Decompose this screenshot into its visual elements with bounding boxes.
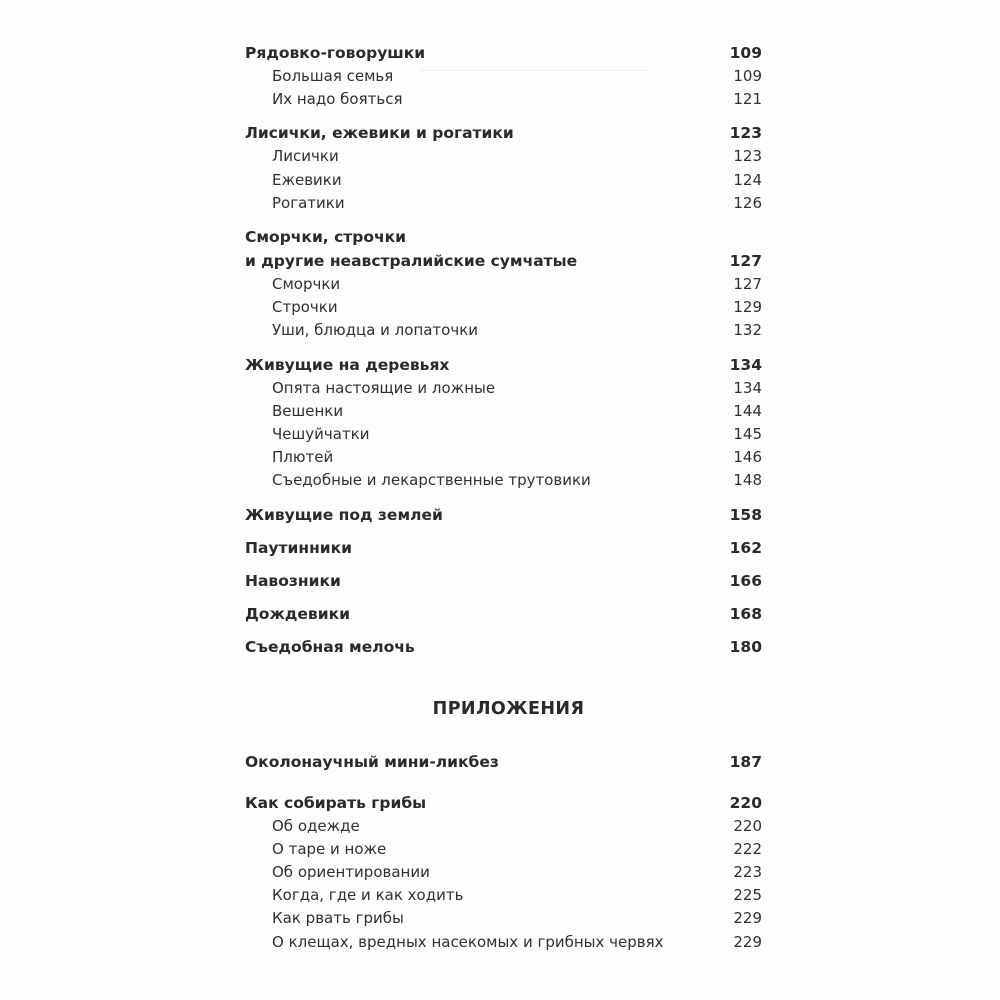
subitem-title: Об одежде: [272, 816, 360, 835]
toc-chapter-row[interactable]: [245, 41, 762, 65]
page-number: 158: [729, 505, 762, 524]
chapter-title: Околонаучный мини-ликбез: [245, 752, 499, 771]
toc-subitem-row[interactable]: [245, 88, 762, 111]
subitem-title: Плютей: [272, 448, 334, 467]
page-number: 121: [733, 90, 762, 109]
toc-subitem-row[interactable]: [245, 907, 762, 930]
page-number: 222: [733, 839, 762, 858]
toc-chapter-row[interactable]: [245, 225, 762, 273]
toc-chapter-row[interactable]: [245, 536, 762, 560]
subitem-title: Об ориентировании: [272, 863, 430, 882]
toc-section: [245, 225, 762, 343]
toc-chapter-row[interactable]: [245, 791, 762, 815]
toc-subitem-row[interactable]: [245, 400, 762, 423]
toc-section: [245, 41, 762, 111]
toc-chapter-row[interactable]: [245, 353, 762, 377]
chapter-title: Живущие под землей: [245, 505, 443, 524]
toc-subitem-row[interactable]: [245, 838, 762, 861]
page-number: 144: [733, 401, 762, 420]
page-number: 225: [733, 886, 762, 905]
subitem-title: Опята настоящие и ложные: [272, 378, 496, 397]
toc-subitem-row[interactable]: [245, 884, 762, 907]
page-number: 124: [733, 170, 762, 189]
chapter-title: Как собирать грибы: [245, 793, 427, 812]
chapter-title-line-2: и другие неавстралийские сумчатые: [245, 252, 578, 271]
chapter-title-line-1: Сморчки, строчки: [245, 228, 407, 247]
page-number: 109: [729, 44, 762, 62]
table-of-contents: [245, 41, 762, 954]
subitem-title: О клещах, вредных насекомых и грибных червях: [272, 932, 664, 951]
toc-subitem-row[interactable]: [245, 861, 762, 884]
page-number: 148: [733, 471, 762, 490]
subitem-title: Рогатики: [272, 193, 345, 212]
toc-subitem-row[interactable]: [245, 65, 762, 88]
chapter-title: Съедобная мелочь: [245, 637, 415, 656]
toc-subitem-row[interactable]: [245, 377, 762, 400]
toc-chapter-row[interactable]: [245, 503, 762, 527]
page-number: 134: [729, 355, 762, 374]
toc-chapter-row[interactable]: [245, 121, 762, 145]
page-number: 129: [733, 298, 762, 317]
page-number: 229: [733, 909, 762, 928]
toc-subitem-row[interactable]: [245, 446, 762, 469]
toc-subitem-row[interactable]: [245, 169, 762, 192]
subitem-title: Большая семья: [272, 67, 394, 85]
toc-subitem-row[interactable]: [245, 319, 762, 342]
subitem-title: Ежевики: [272, 170, 342, 189]
toc-subitem-row[interactable]: [245, 469, 762, 492]
toc-chapter-row[interactable]: [245, 569, 762, 593]
page-number: 220: [733, 816, 762, 835]
appendix-heading: ПРИЛОЖЕНИЯ: [432, 698, 585, 719]
page-number: 134: [733, 378, 762, 397]
chapter-title: Навозники: [245, 571, 341, 590]
page-number: 127: [729, 252, 762, 271]
chapter-title: Паутинники: [245, 538, 353, 557]
subitem-title: Лисички: [272, 147, 339, 166]
toc-subitem-row[interactable]: [245, 423, 762, 446]
toc-subitem-row[interactable]: [245, 192, 762, 215]
subitem-title: Их надо бояться: [272, 90, 403, 109]
page-number: 109: [733, 67, 762, 85]
page-number: 180: [729, 637, 762, 656]
page-number: 162: [729, 538, 762, 557]
toc-subitem-row[interactable]: [245, 815, 762, 838]
page-number: 123: [733, 147, 762, 166]
toc-chapter-row[interactable]: [245, 602, 762, 626]
chapter-title: Живущие на деревьях: [245, 355, 450, 374]
toc-section: [245, 791, 762, 954]
page-number: 123: [729, 124, 762, 143]
page-number: 187: [729, 752, 762, 771]
toc-chapter-row[interactable]: [245, 750, 762, 774]
subitem-title: Уши, блюдца и лопаточки: [272, 321, 479, 340]
chapter-title: Дождевики: [245, 604, 350, 623]
page-number: 132: [733, 321, 762, 340]
page-number: 166: [729, 571, 762, 590]
subitem-title: Съедобные и лекарственные трутовики: [272, 471, 591, 490]
toc-subitem-row[interactable]: [245, 273, 762, 296]
subitem-title: Как рвать грибы: [272, 909, 404, 928]
subitem-title: Строчки: [272, 298, 338, 317]
page-number: 220: [729, 793, 762, 812]
page-number: 127: [733, 275, 762, 294]
page-number: 145: [733, 425, 762, 444]
toc-section: [245, 353, 762, 493]
page-number: 146: [733, 448, 762, 467]
subitem-title: Сморчки: [272, 275, 341, 294]
toc-section: [245, 121, 762, 215]
toc-subitem-row[interactable]: [245, 931, 762, 954]
page-number: 223: [733, 863, 762, 882]
subitem-title: О таре и ноже: [272, 839, 387, 858]
page-number: 168: [729, 604, 762, 623]
toc-chapter-row[interactable]: [245, 635, 762, 659]
toc-subitem-row[interactable]: [245, 145, 762, 168]
chapter-title: Лисички, ежевики и рогатики: [245, 124, 514, 143]
chapter-title: Рядовко-говорушки: [245, 44, 426, 62]
subitem-title: Чешуйчатки: [272, 425, 370, 444]
page-number: 126: [733, 193, 762, 212]
toc-subitem-row[interactable]: [245, 296, 762, 319]
subitem-title: Когда, где и как ходить: [272, 886, 464, 905]
page-number: 229: [733, 932, 762, 951]
subitem-title: Вешенки: [272, 401, 344, 420]
